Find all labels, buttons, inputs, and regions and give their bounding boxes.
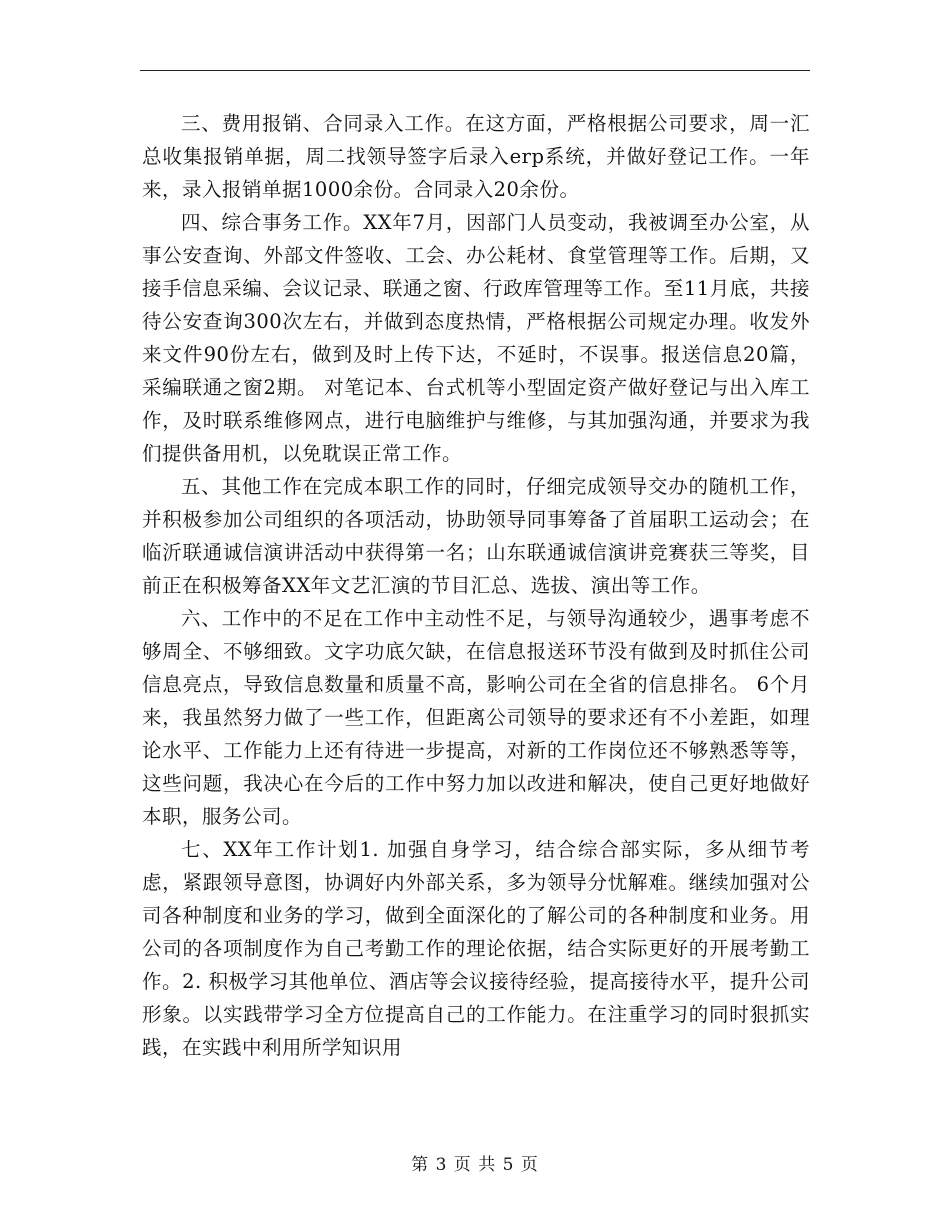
paragraph-shortcomings: 六、工作中的不足在工作中主动性不足，与领导沟通较少，遇事考虑不够周全、不够细致。文字功底欠缺，在信息报送环节没有做到及时抓住公司信息亮点，导致信息数量和质量不高，影响公司在全省的信息排名。 6个月来，我虽然努力做了一些工作，但距离公司领导的要求还有不小差距，如理论水平、工作能力上还有待进一步提高，对新的工作岗位还不够熟悉等等，这些问题，我决心在今后的工作中努力加以改进和解决，使自己更好地做好本职，服务公司。 (142, 607, 810, 828)
paragraph-other-work: 五、其他工作在完成本职工作的同时，仔细完成领导交办的随机工作，并积极参加公司组织的各项活动，协助领导同事筹备了首届职工运动会；在临沂联通诚信演讲活动中获得第一名；山东联通诚信演讲竞赛获三等奖，目前正在积极筹备XX年文艺汇演的节目汇总、选拔、演出等工作。 (142, 475, 810, 597)
page-footer: 第 3 页 共 5 页 (411, 1155, 539, 1175)
paragraph-work-plan: 七、XX年工作计划1. 加强自身学习，结合综合部实际，多从细节考虑，紧跟领导意图，协调好内外部关系，多为领导分忧解难。继续加强对公司各种制度和业务的学习，做到全面深化的了解公司的各种制度和业务。用公司的各项制度作为自己考勤工作的理论依据，结合实际更好的开展考勤工作。2. 积极学习其他单位、酒店等会议接待经验，提高接待水平，提升公司形象。以实践带学习全方位提高自己的工作能力。在注重学习的同时狠抓实践，在实践中利用所学知识用 (142, 838, 810, 1059)
paragraph-expense-reimbursement: 三、费用报销、合同录入工作。在这方面，严格根据公司要求，周一汇总收集报销单据，周二找领导签字后录入erp系统，并做好登记工作。一年来，录入报销单据1000余份。合同录入20余份。 (142, 112, 810, 201)
document-body (142, 107, 810, 1064)
paragraph-general-affairs: 四、综合事务工作。XX年7月，因部门人员变动，我被调至办公室，从事公安查询、外部文件签收、工会、办公耗材、食堂管理等工作。后期，又接手信息采编、会议记录、联通之窗、行政库管理等工作。至11月底，共接待公安查询300次左右，并做到态度热情，严格根据公司规定办理。收发外来文件90份左右，做到及时上传下达，不延时，不误事。报送信息20篇，采编联通之窗2期。 对笔记本、台式机等小型固定资产做好登记与出入库工作，及时联系维修网点，进行电脑维护与维修，与其加强沟通，并要求为我们提供备用机，以免耽误正常工作。 (142, 211, 810, 465)
header-rule (140, 70, 810, 71)
